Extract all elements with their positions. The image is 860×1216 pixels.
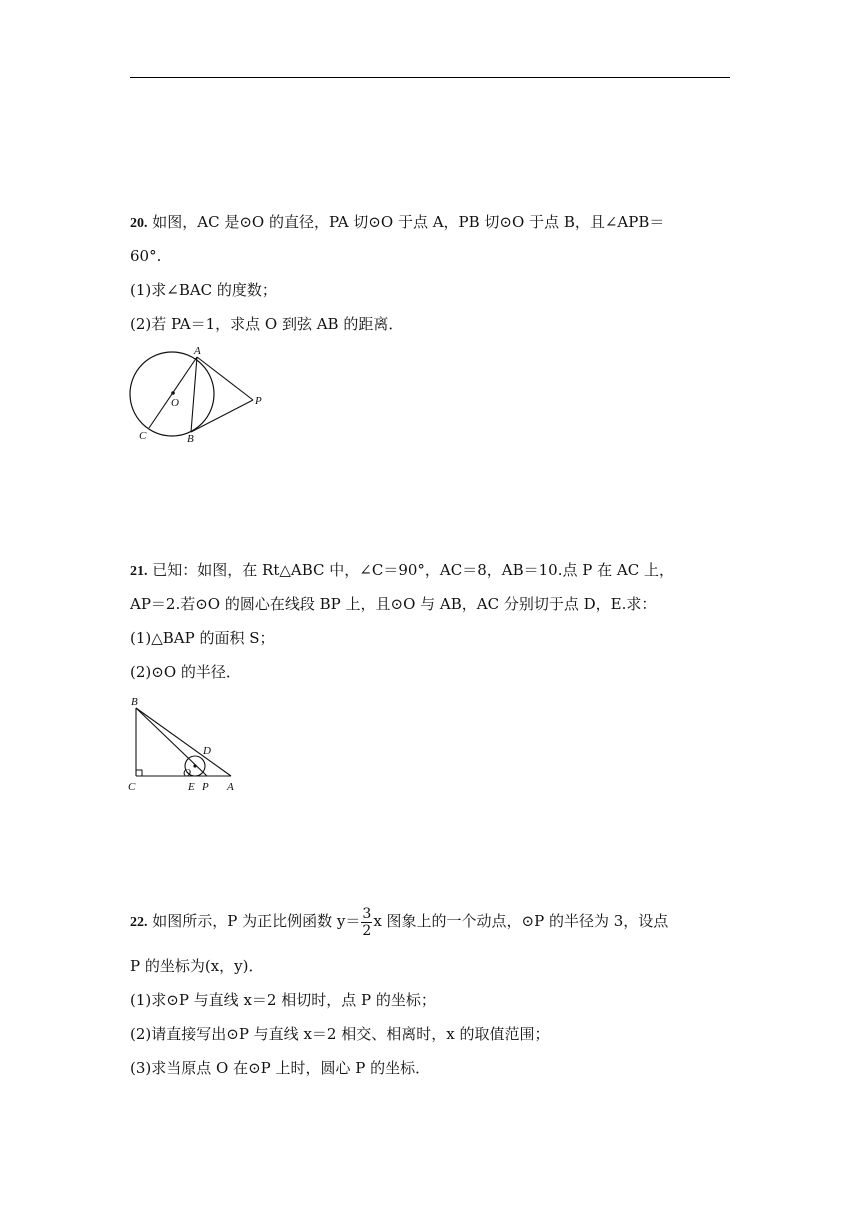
- problem-20-line-1: [130, 212, 664, 234]
- label-a: A: [194, 345, 201, 357]
- problem-20-text-1: 如图，AC 是⊙O 的直径，PA 切⊙O 于点 A，PB 切⊙O 于点 B，且∠APB＝: [152, 213, 665, 231]
- center-o-dot: [171, 391, 175, 395]
- problem-21-text-1: 已知：如图，在 Rt△ABC 中，∠C＝90°，AC＝8，AB＝10.点 P 在 AC 上，: [152, 561, 674, 579]
- label-a: A: [227, 781, 234, 793]
- label-b: B: [131, 696, 138, 708]
- problem-22-question-1: (1)求⊙P 与直线 x＝2 相切时，点 P 的坐标；: [130, 991, 436, 1009]
- problem-22-question-2: (2)请直接写出⊙P 与直线 x＝2 相交、相离时，x 的取值范围；: [130, 1025, 550, 1043]
- tangent-pb: [191, 400, 253, 432]
- side-ab: [136, 708, 231, 776]
- problem-22-line-2: P 的坐标为(x，y)．: [130, 957, 264, 975]
- problem-20-line-2: 60°.: [130, 247, 162, 265]
- center-o-dot: [193, 764, 196, 767]
- label-d: D: [203, 745, 211, 757]
- problem-20-figure: [125, 342, 270, 447]
- label-p: P: [202, 781, 209, 793]
- tangent-pa: [197, 357, 253, 400]
- label-c: C: [128, 781, 136, 793]
- problem-21-line-1: [130, 560, 674, 582]
- problem-22-number: 22.: [130, 915, 148, 930]
- problem-20-question-1: (1)求∠BAC 的度数；: [130, 281, 277, 299]
- label-o: O: [183, 767, 191, 779]
- problem-21-question-2: (2)⊙O 的半径．: [130, 663, 241, 681]
- chord-ab: [191, 357, 197, 432]
- problem-20-question-2: (2)若 PA＝1，求点 O 到弦 AB 的距离．: [130, 315, 404, 333]
- problem-22-text-after: x 图象上的一个动点，⊙P 的半径为 3，设点: [373, 912, 669, 930]
- problem-21-question-1: (1)△BAP 的面积 S；: [130, 629, 275, 647]
- problem-22-line-1: [130, 904, 668, 940]
- fraction-three-halves: [361, 906, 372, 939]
- label-p: P: [255, 395, 262, 407]
- label-c: C: [139, 430, 147, 442]
- fraction-numerator: 3: [362, 905, 372, 922]
- problem-22-question-3: (3)求当原点 O 在⊙P 上时，圆心 P 的坐标．: [130, 1059, 431, 1077]
- problem-21-number: 21.: [130, 564, 148, 579]
- fraction-denominator: 2: [362, 922, 372, 939]
- problem-22-text-before: 如图所示，P 为正比例函数 y＝: [152, 912, 361, 930]
- label-o: O: [171, 397, 179, 409]
- header-rule: [130, 77, 730, 78]
- label-b: B: [187, 433, 194, 445]
- problem-20-number: 20.: [130, 216, 148, 231]
- right-angle-mark: [136, 770, 142, 776]
- label-e: E: [188, 781, 195, 793]
- problem-21-line-2: AP＝2.若⊙O 的圆心在线段 BP 上，且⊙O 与 AB，AC 分别切于点 D，E.求：: [130, 595, 657, 613]
- problem-21-figure: [125, 692, 245, 797]
